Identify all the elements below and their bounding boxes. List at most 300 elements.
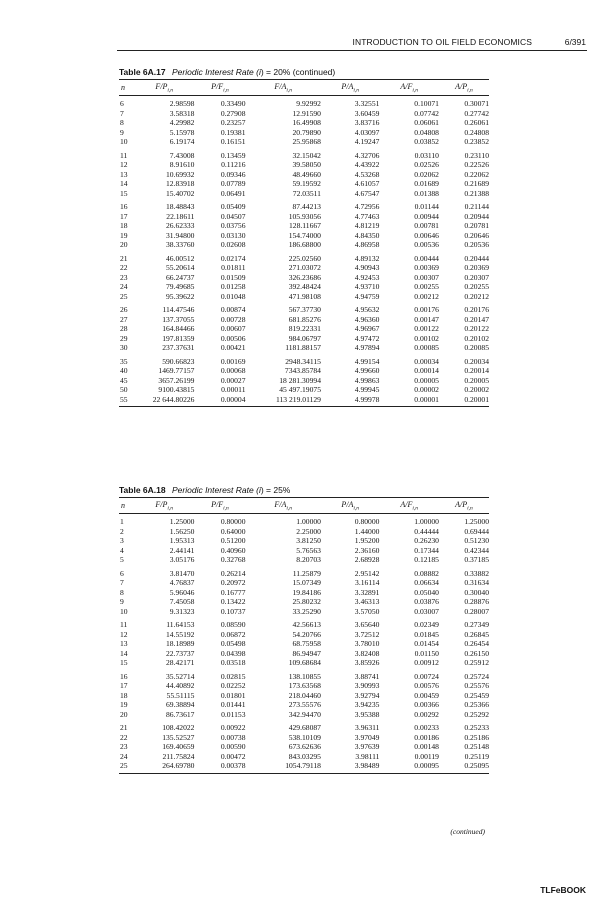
table-cell: 0.42344 (464, 545, 489, 555)
table-cell: 0.05409 (220, 202, 246, 211)
table-cell: 4.99863 (354, 375, 380, 385)
table-cell: 0.20444 (464, 253, 489, 263)
table-cell: 4.97472 (354, 333, 380, 343)
table-cell: 0.08882 (414, 568, 439, 578)
table-row (119, 343, 489, 353)
table-cell: 12 (120, 160, 128, 169)
table-row (119, 630, 489, 640)
table-cell: 538.10109 (288, 732, 321, 742)
table-cell: 164.84466 (162, 324, 195, 333)
table-row (119, 700, 489, 710)
table-row (119, 761, 489, 773)
table-cell: 0.37185 (464, 555, 489, 564)
table-cell: 4.99660 (354, 366, 380, 375)
table-cell: 0.00506 (220, 333, 246, 343)
table-6a18 (119, 484, 489, 774)
column-header: n (119, 80, 134, 96)
table-cell: 0.00444 (414, 253, 439, 263)
table-6a17 (119, 66, 489, 407)
column-header: $F/P_{i,n}$ (134, 80, 195, 96)
table-cell: 0.00646 (414, 230, 439, 240)
table-cell: 7 (120, 578, 124, 587)
table-cell: 0.26230 (414, 536, 439, 545)
table-cell: 7.45058 (169, 597, 195, 606)
table-cell: 0.02174 (220, 253, 246, 263)
table-number: Table 6A.18 (119, 485, 166, 495)
table-cell: 1.25000 (169, 517, 195, 526)
table-cell: 55.51115 (166, 690, 195, 700)
table-cell: 55.20614 (165, 263, 195, 272)
table-cell: 66.24737 (165, 272, 195, 282)
table-cell: 69.38894 (165, 700, 195, 709)
table-cell: 197.81359 (162, 333, 195, 343)
table-cell: 13 (120, 169, 128, 179)
table-cell: 0.16151 (220, 137, 246, 146)
table-cell: 0.00102 (414, 333, 439, 343)
table-cell: 0.44444 (414, 526, 439, 536)
table-cell: 0.20944 (464, 211, 489, 221)
table-cell: 0.03876 (414, 597, 439, 606)
table-cell: 3.58318 (169, 108, 195, 118)
table-cell: 45 497.19075 (279, 385, 321, 394)
table-cell: 0.00590 (220, 742, 246, 751)
table-cell: 4.99945 (354, 385, 380, 394)
table-cell: 0.04507 (220, 211, 246, 221)
table-caption: Periodic Interest Rate (i) = 25% (172, 485, 291, 495)
table-cell: 4.77463 (354, 211, 380, 221)
table-cell: 0.30071 (464, 99, 489, 108)
column-header: $P/F_{i,n}$ (194, 80, 245, 96)
table-cell: 0.20034 (464, 356, 489, 366)
table-cell: 0.80000 (220, 517, 246, 526)
table-cell: 11.64153 (166, 620, 195, 629)
table-row (119, 198, 489, 212)
table-cell: 429.68087 (288, 723, 321, 732)
table-cell: 10 (120, 137, 128, 146)
table-cell: 0.00421 (220, 343, 246, 352)
table-cell: 0.20005 (464, 375, 489, 385)
table-cell: 9.31323 (169, 606, 195, 616)
table-cell: 237.37631 (162, 343, 195, 352)
table-cell: 15.40702 (165, 188, 195, 198)
table-cell: 16.49908 (292, 118, 321, 127)
table-cell: 24 (120, 282, 128, 291)
table-row (119, 170, 489, 180)
table-cell: 3.98111 (355, 751, 380, 761)
header-rule (117, 50, 587, 51)
table-cell: 4.03097 (354, 127, 380, 137)
table-cell: 0.26214 (220, 568, 246, 578)
table-cell: 0.23110 (464, 150, 489, 160)
table-cell: 2.68928 (354, 555, 380, 564)
table-cell: 0.00176 (414, 305, 439, 314)
table-cell: 0.00148 (414, 742, 439, 751)
table-cell: 0.06872 (220, 629, 246, 639)
table-cell: 4.81219 (354, 221, 380, 230)
table-row (119, 179, 489, 189)
table-row (119, 597, 489, 607)
table-row (119, 658, 489, 668)
table-cell: 0.00874 (220, 305, 246, 314)
table-cell: 843.03295 (288, 751, 321, 761)
table-cell: 20 (120, 240, 128, 249)
table-row (119, 546, 489, 556)
table-cell: 9 (120, 127, 124, 137)
table-cell: 681.85276 (288, 314, 321, 324)
table-cell: 1.00000 (414, 517, 439, 526)
table-cell: 14 (120, 648, 128, 658)
table-row (119, 588, 489, 598)
table-cell: 40 (120, 366, 128, 375)
table-cell: 0.01258 (220, 282, 246, 291)
table-cell: 79.49685 (165, 282, 195, 291)
table-cell: 11 (120, 150, 128, 160)
table-cell: 1.56250 (169, 526, 195, 536)
table-cell: 0.22526 (464, 160, 489, 169)
table-cell: 0.20212 (464, 291, 489, 301)
table-cell: 0.26061 (464, 118, 489, 127)
table-cell: 0.00027 (220, 375, 246, 385)
table-cell: 23 (120, 272, 128, 282)
table-cell: 567.37730 (288, 305, 321, 314)
table-cell: 3.78010 (354, 639, 380, 648)
table-cell: 4.90943 (354, 263, 380, 272)
table-cell: 10.69932 (165, 169, 195, 179)
table-cell: 0.00255 (414, 282, 439, 291)
table-cell: 4.97894 (354, 343, 380, 352)
table-row (119, 668, 489, 682)
table-cell: 225.02560 (288, 253, 321, 263)
table-cell: 46.00512 (165, 253, 195, 263)
table-cell: 0.00307 (414, 272, 439, 282)
table-cell: 0.01441 (220, 700, 246, 709)
table-cell: 19 (120, 700, 128, 709)
table-cell: 0.10071 (414, 99, 439, 108)
column-header: $F/A_{i,n}$ (246, 80, 321, 96)
table-cell: 21 (120, 253, 128, 263)
table-cell: 0.00186 (414, 732, 439, 742)
table-row (119, 292, 489, 302)
table-cell: 0.20122 (464, 324, 489, 333)
table-row (119, 366, 489, 376)
table-cell: 0.25292 (464, 709, 489, 719)
table-cell: 1054.79118 (246, 761, 321, 773)
table-cell: 22.73737 (165, 648, 195, 658)
table-cell: 0.17344 (414, 545, 439, 555)
table-cell: 0.16777 (220, 587, 246, 597)
table-row (119, 273, 489, 283)
table-cell: 3 (120, 536, 124, 545)
table-row (119, 395, 489, 407)
table-cell: 8.20703 (296, 555, 321, 564)
table-cell: 0.00738 (220, 732, 246, 742)
table-row (119, 315, 489, 325)
table-cell: 0.05498 (220, 639, 246, 648)
table-cell: 0.00472 (220, 751, 246, 761)
table-cell: 186.68800 (288, 240, 321, 249)
table-cell: 0.22062 (464, 169, 489, 179)
table-row (119, 250, 489, 264)
table-cell: 0.20002 (464, 385, 489, 394)
table-cell: 11.25879 (292, 568, 321, 578)
table-cell: 3.32551 (354, 99, 380, 108)
table-cell: 3.97049 (354, 732, 380, 742)
table-cell: 135.52527 (162, 732, 195, 742)
table-cell: 0.03518 (220, 658, 246, 667)
table-row (119, 221, 489, 231)
table-cell: 1 (120, 517, 124, 526)
table-cell: 0.01388 (414, 188, 439, 198)
table-cell: 0.02608 (220, 240, 246, 249)
table-cell: 8 (120, 118, 124, 127)
table-row (119, 710, 489, 720)
table-cell: 0.26845 (464, 629, 489, 639)
table-cell: 0.00912 (414, 658, 439, 667)
table-cell: 3.83716 (354, 118, 380, 127)
table-cell: 0.20307 (464, 272, 489, 282)
column-header: $P/A_{i,n}$ (321, 498, 379, 514)
table-cell: 0.13422 (220, 597, 246, 606)
table-cell: 0.28007 (464, 606, 489, 616)
table-row (119, 109, 489, 119)
table-cell: 0.00119 (414, 751, 439, 761)
table-title (119, 484, 489, 497)
table-cell: 4.43922 (354, 160, 380, 169)
table-cell: 984.06797 (288, 333, 321, 343)
table-cell: 3.81250 (296, 536, 321, 545)
table-cell: 25 (120, 291, 128, 301)
table-title (119, 66, 489, 79)
table-cell: 0.32768 (220, 555, 246, 564)
table-row (119, 334, 489, 344)
table-cell: 0.25186 (464, 732, 489, 742)
table-cell: 0.01801 (220, 690, 246, 700)
table-cell: 0.00781 (414, 221, 439, 230)
column-header: $P/F_{i,n}$ (194, 498, 245, 514)
table-cell: 0.20781 (464, 221, 489, 230)
table-cell: 8 (120, 587, 124, 597)
table-cell: 7 (120, 108, 124, 118)
table-cell: 21 (120, 723, 128, 732)
watermark: TLFeBOOK (540, 885, 586, 895)
table-cell: 173.63568 (288, 681, 321, 690)
table-cell: 3.05176 (169, 555, 195, 564)
table-row (119, 301, 489, 315)
interest-table (119, 497, 489, 774)
table-cell: 17 (120, 681, 128, 690)
table-row (119, 137, 489, 147)
table-cell: 0.00002 (414, 385, 439, 394)
table-cell: 392.48424 (288, 282, 321, 291)
table-cell: 0.25724 (464, 671, 489, 681)
table-cell: 0.01811 (221, 263, 246, 272)
table-cell: 0.08590 (220, 620, 246, 629)
table-cell: 5.96046 (169, 587, 195, 597)
table-row (119, 118, 489, 128)
table-cell: 0.26150 (464, 648, 489, 658)
table-row (119, 376, 489, 386)
table-cell: 18 281.30994 (279, 375, 321, 385)
table-cell: 18 (120, 690, 128, 700)
table-cell: 0.31634 (464, 578, 489, 587)
table-cell: 0.00378 (194, 761, 245, 773)
table-row (119, 212, 489, 222)
table-cell: 13 (120, 639, 128, 648)
table-cell: 0.30040 (464, 587, 489, 597)
table-cell: 0.11216 (221, 160, 246, 169)
table-cell: 59.19592 (292, 179, 321, 188)
table-row (119, 385, 489, 395)
table-cell: 18 (120, 221, 128, 230)
table-cell: 0.00169 (220, 356, 246, 366)
table-cell: 11 (120, 620, 128, 629)
table-cell: 0.25459 (464, 690, 489, 700)
table-cell: 0.02062 (414, 169, 439, 179)
table-cell: 0.01845 (414, 629, 439, 639)
table-cell: 86.94947 (292, 648, 321, 658)
table-cell: 2 (120, 526, 124, 536)
table-cell: 0.00576 (414, 681, 439, 690)
table-cell: 0.20085 (464, 343, 489, 352)
table-cell: 113 219.01129 (246, 395, 321, 407)
table-cell: 4.76837 (169, 578, 195, 587)
table-cell: 271.03072 (288, 263, 321, 272)
table-cell: 4.99154 (354, 356, 380, 366)
table-cell: 4.19247 (354, 137, 380, 146)
table-cell: 0.51230 (464, 536, 489, 545)
table-row (119, 616, 489, 630)
table-cell: 0.01153 (221, 709, 246, 719)
table-cell: 68.75958 (292, 639, 321, 648)
table-cell: 0.03130 (220, 230, 246, 240)
table-row (119, 160, 489, 170)
table-cell: 0.03007 (414, 606, 439, 616)
table-cell: 0.00607 (220, 324, 246, 333)
table-row (119, 752, 489, 762)
table-cell: 0.25233 (464, 723, 489, 732)
table-cell: 3.95388 (354, 709, 380, 719)
table-cell: 87.44213 (292, 202, 321, 211)
table-cell: 16 (120, 671, 128, 681)
table-cell: 9100.43815 (158, 385, 195, 394)
table-cell: 154.74000 (288, 230, 321, 240)
table-cell: 48.49660 (292, 169, 321, 179)
table-cell: 0.23852 (464, 137, 489, 146)
table-cell: 4.93710 (354, 282, 380, 291)
table-cell: 0.69444 (464, 526, 489, 536)
table-cell: 3.94235 (354, 700, 380, 709)
table-cell: 22.18611 (166, 211, 195, 221)
table-cell: 7.43008 (169, 150, 195, 160)
table-row (119, 514, 489, 527)
table-cell: 4.89132 (354, 253, 380, 263)
table-cell: 3.32891 (354, 587, 380, 597)
running-header-section: INTRODUCTION TO OIL FIELD ECONOMICS (352, 37, 532, 47)
table-cell: 0.20014 (464, 366, 489, 375)
table-cell: 3657.26199 (158, 375, 195, 385)
table-row (119, 733, 489, 743)
table-cell: 3.96311 (355, 723, 380, 732)
table-cell: 0.20001 (439, 395, 489, 407)
column-header: $A/F_{i,n}$ (379, 498, 439, 514)
table-cell: 114.47546 (162, 305, 195, 314)
table-row (119, 263, 489, 273)
table-cell: 3.60459 (354, 108, 380, 118)
table-cell: 3.92794 (354, 690, 380, 700)
table-row (119, 527, 489, 537)
table-cell: 0.19381 (220, 127, 246, 137)
table-cell: 5.76563 (296, 545, 321, 555)
table-cell: 5 (120, 555, 124, 564)
table-cell: 0.00292 (414, 709, 439, 719)
table-row (119, 128, 489, 138)
table-cell: 0.03110 (414, 150, 439, 160)
table-cell: 819.22331 (288, 324, 321, 333)
table-cell: 27 (120, 314, 128, 324)
table-cell: 86.73617 (165, 709, 195, 719)
table-cell: 0.00004 (194, 395, 245, 407)
table-cell: 5.15978 (169, 127, 195, 137)
table-row (119, 742, 489, 752)
table-cell: 0.40960 (220, 545, 246, 555)
table-cell: 25 (119, 761, 134, 773)
table-row (119, 536, 489, 546)
table-cell: 28.42171 (165, 658, 195, 667)
table-cell: 3.16114 (355, 578, 380, 587)
table-cell: 0.03852 (414, 137, 439, 146)
table-cell: 22 644.80226 (134, 395, 195, 407)
table-cell: 0.21388 (464, 188, 489, 198)
table-row (119, 555, 489, 565)
table-cell: 9.92992 (296, 99, 321, 108)
table-cell: 3.81470 (169, 568, 195, 578)
table-row (119, 240, 489, 250)
table-cell: 16 (120, 202, 128, 211)
table-cell: 0.00944 (414, 211, 439, 221)
table-cell: 29 (120, 333, 128, 343)
table-cell: 1469.77157 (158, 366, 195, 375)
table-cell: 0.12185 (414, 555, 439, 564)
table-cell: 471.98108 (288, 291, 321, 301)
table-cell: 0.06061 (414, 118, 439, 127)
table-cell: 0.80000 (354, 517, 380, 526)
table-cell: 0.00536 (414, 240, 439, 249)
table-cell: 0.51200 (220, 536, 246, 545)
table-row (119, 96, 489, 109)
table-cell: 55 (119, 395, 134, 407)
table-cell: 20 (120, 709, 128, 719)
table-cell: 4.29982 (169, 118, 195, 127)
table-cell: 15 (120, 658, 128, 667)
table-cell: 28 (120, 324, 128, 333)
table-cell: 0.07789 (220, 179, 246, 188)
table-cell: 6 (120, 568, 124, 578)
table-cell: 4 (120, 545, 124, 555)
table-cell: 4.96967 (354, 324, 380, 333)
table-cell: 0.24808 (464, 127, 489, 137)
table-cell: 2.25000 (296, 526, 321, 536)
table-cell: 0.01689 (414, 179, 439, 188)
table-cell: 0.00068 (220, 366, 246, 375)
table-cell: 0.21689 (464, 179, 489, 188)
table-cell: 8.91610 (169, 160, 195, 169)
table-cell: 4.67547 (354, 188, 380, 198)
table-row (119, 719, 489, 733)
table-cell: 4.61057 (354, 179, 380, 188)
table-cell: 326.23686 (288, 272, 321, 282)
table-cell: 72.03511 (292, 188, 321, 198)
table-cell: 3.97639 (354, 742, 380, 751)
